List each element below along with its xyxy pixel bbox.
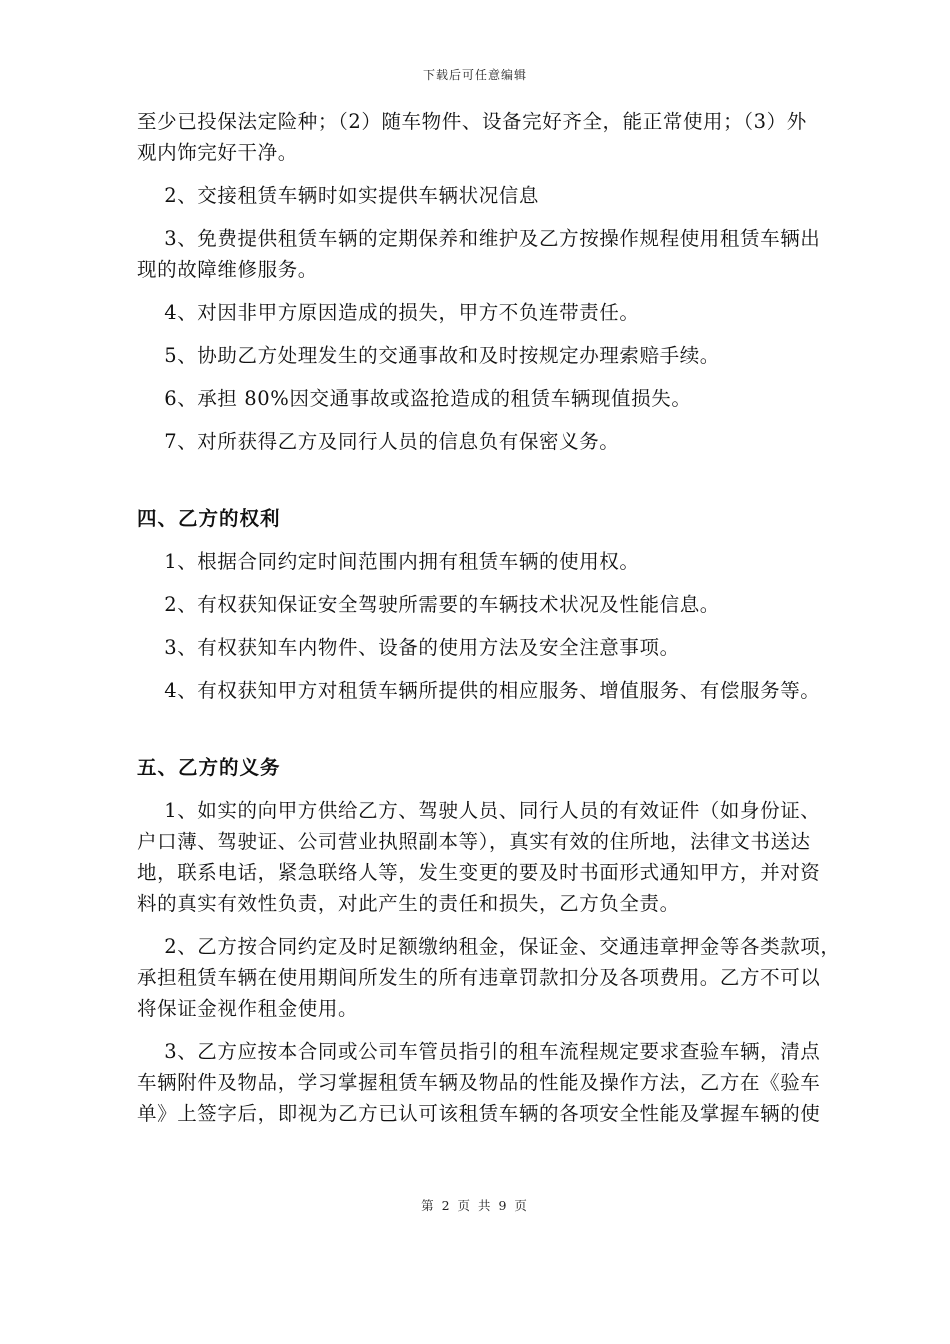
paragraph — [137, 1036, 857, 1129]
paragraph — [137, 632, 857, 663]
paragraph — [137, 426, 857, 457]
text-line: 1、根据合同约定时间范围内拥有租赁车辆的使用权。 — [137, 550, 640, 573]
text-line: 2、交接租赁车辆时如实提供车辆状况信息 — [137, 184, 540, 207]
page-header: 下载后可任意编辑 — [422, 68, 527, 82]
text-line: 1、如实的向甲方供给乙方、驾驶人员、同行人员的有效证件（如身份证、 — [137, 799, 821, 822]
paragraph — [137, 931, 857, 1024]
text-line: 观内饰完好干净。 — [137, 141, 298, 164]
document-body — [137, 106, 857, 1141]
paragraph — [137, 675, 857, 706]
text-line: 地，联系电话，紧急联络人等，发生变更的要及时书面形式通知甲方，并对资 — [137, 861, 821, 884]
text-line: 3、乙方应按本合同或公司车管员指引的租车流程规定要求查验车辆，清点 — [137, 1040, 821, 1063]
text-line: 6、承担 80%因交通事故或盗抢造成的租赁车辆现值损失。 — [137, 387, 692, 410]
paragraph — [137, 180, 857, 211]
text-line: 3、免费提供租赁车辆的定期保养和维护及乙方按操作规程使用租赁车辆出 — [137, 227, 821, 250]
text-line: 7、对所获得乙方及同行人员的信息负有保密义务。 — [137, 430, 620, 453]
paragraph — [137, 106, 857, 168]
paragraph — [137, 795, 857, 919]
text-line: 2、有权获知保证安全驾驶所需要的车辆技术状况及性能信息。 — [137, 593, 720, 616]
text-line: 4、对因非甲方原因造成的损失，甲方不负连带责任。 — [137, 301, 640, 324]
paragraph — [137, 383, 857, 414]
paragraph — [137, 297, 857, 328]
paragraph — [137, 589, 857, 620]
paragraph — [137, 223, 857, 285]
text-line: 承担租赁车辆在使用期间所发生的所有违章罚款扣分及各项费用。乙方不可以 — [137, 966, 821, 989]
text-line: 将保证金视作租金使用。 — [137, 997, 359, 1020]
text-line: 至少已投保法定险种；（2）随车物件、设备完好齐全，能正常使用；（3）外 — [137, 110, 807, 133]
text-line: 现的故障维修服务。 — [137, 258, 318, 281]
text-line: 2、乙方按合同约定及时足额缴纳租金，保证金、交通违章押金等各类款项， — [137, 935, 841, 958]
section-heading: 五、乙方的义务 — [137, 756, 281, 779]
text-line: 4、有权获知甲方对租赁车辆所提供的相应服务、增值服务、有偿服务等。 — [137, 679, 821, 702]
text-line: 单》上签字后，即视为乙方已认可该租赁车辆的各项安全性能及掌握车辆的使 — [137, 1102, 821, 1125]
text-line: 户口薄、驾驶证、公司营业执照副本等），真实有效的住所地，法律文书送达 — [137, 830, 811, 853]
text-line: 料的真实有效性负责，对此产生的责任和损失，乙方负全责。 — [137, 892, 680, 915]
paragraph — [137, 340, 857, 371]
text-line: 车辆附件及物品，学习掌握租赁车辆及物品的性能及操作方法，乙方在《验车 — [137, 1071, 821, 1094]
section-heading: 四、乙方的权利 — [137, 507, 281, 530]
text-line: 3、有权获知车内物件、设备的使用方法及安全注意事项。 — [137, 636, 680, 659]
text-line: 5、协助乙方处理发生的交通事故和及时按规定办理索赔手续。 — [137, 344, 720, 367]
paragraph — [137, 546, 857, 577]
page-footer: 第 2 页 共 9 页 — [421, 1198, 529, 1213]
